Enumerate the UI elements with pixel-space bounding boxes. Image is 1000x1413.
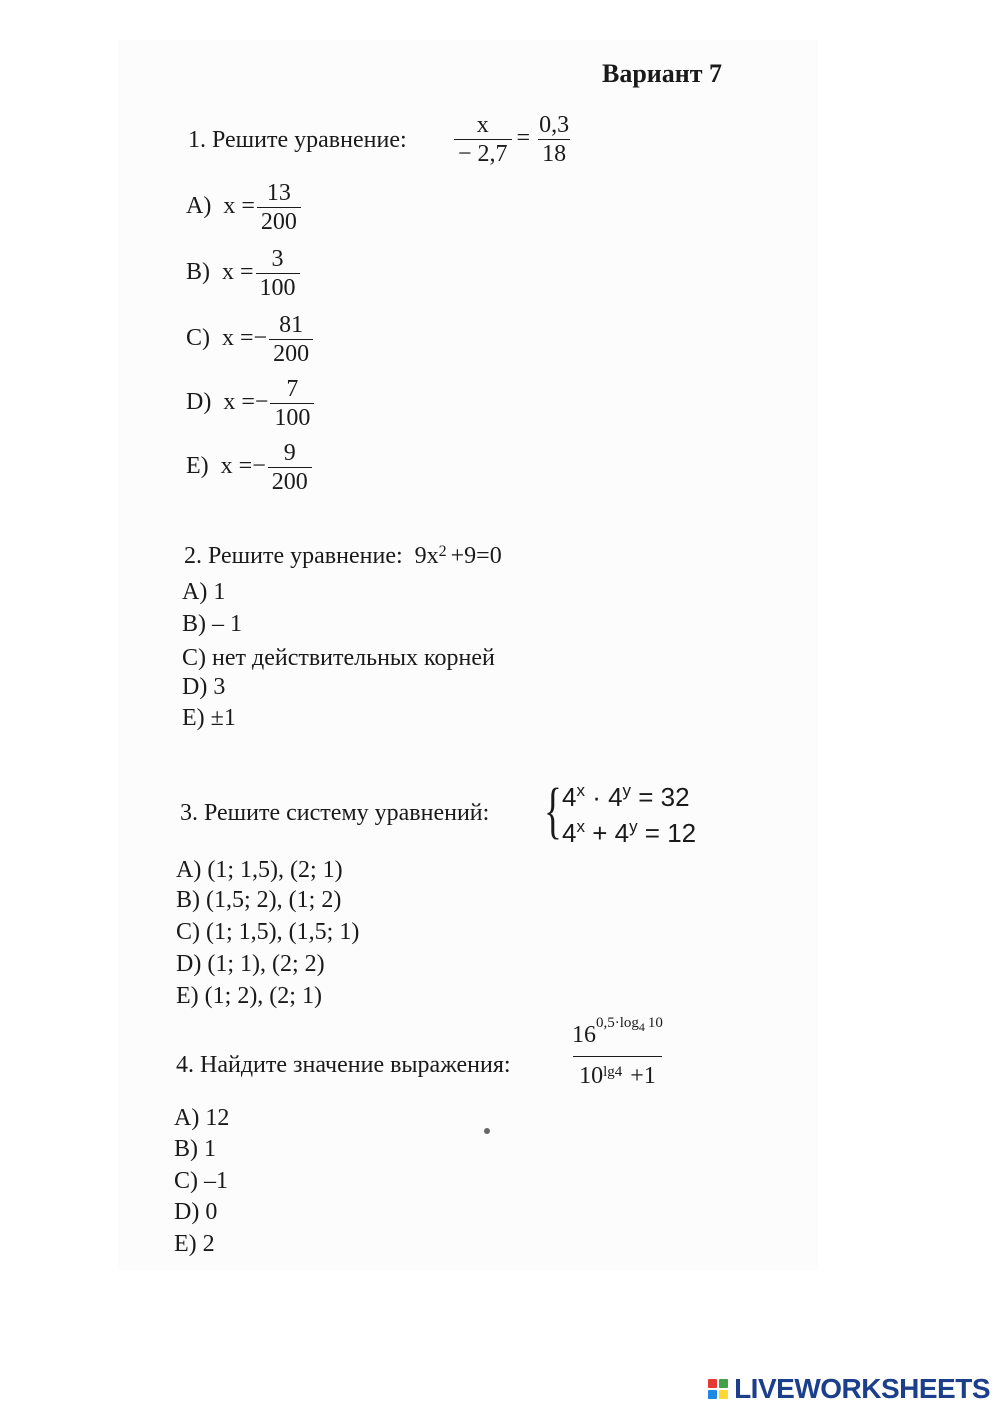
- base: 4: [562, 782, 577, 812]
- fraction-left: [454, 112, 512, 167]
- numerator: 13: [266, 180, 291, 206]
- denominator: 200: [269, 339, 313, 367]
- denominator-base: 10: [579, 1063, 604, 1089]
- numerator: 9: [283, 440, 296, 466]
- question-1-prompt: 1. Решите уравнение:: [188, 127, 407, 153]
- numerator: 3: [271, 246, 284, 272]
- numerator: 7: [286, 376, 299, 402]
- logo-square: [719, 1390, 728, 1399]
- answer-option[interactable]: A) (1; 1,5), (2; 1): [176, 857, 343, 883]
- numerator: 0,3: [539, 112, 570, 138]
- option-label: B): [186, 259, 210, 286]
- question-2-equation: [415, 543, 502, 569]
- option-fraction: [257, 180, 301, 235]
- option-label: D): [186, 389, 212, 416]
- expression-fraction: [568, 1015, 667, 1089]
- answer-option[interactable]: B) (1,5; 2), (1; 2): [176, 887, 342, 913]
- answer-option[interactable]: C) нет действительных корней: [182, 645, 495, 671]
- denominator: 100: [270, 403, 314, 431]
- rhs: = 32: [631, 782, 690, 812]
- answer-option[interactable]: [186, 376, 316, 431]
- exponent-text: 0,5·log: [596, 1015, 639, 1031]
- question-3-prompt: 3. Решите систему уравнений:: [180, 800, 490, 826]
- answer-option[interactable]: B) 1: [174, 1136, 216, 1162]
- numerator-exponent: [596, 1015, 663, 1034]
- option-lhs: x =: [223, 389, 255, 416]
- numerator: x: [476, 112, 489, 138]
- option-fraction: [256, 246, 300, 301]
- answer-option[interactable]: [186, 180, 303, 235]
- answer-option[interactable]: A) 12: [174, 1105, 230, 1131]
- numerator: 81: [279, 312, 304, 338]
- fraction-right: [535, 112, 573, 167]
- answer-option[interactable]: [186, 246, 302, 301]
- operator: + 4: [584, 818, 630, 848]
- answer-option[interactable]: E) ±1: [182, 705, 236, 731]
- exponent: x: [576, 781, 585, 800]
- liveworksheets-logo[interactable]: [708, 1373, 990, 1405]
- answer-option[interactable]: C) –1: [174, 1168, 228, 1194]
- answer-option[interactable]: B) – 1: [182, 611, 242, 637]
- exponent: y: [629, 817, 638, 836]
- expression-numerator: [568, 1015, 667, 1056]
- answer-option[interactable]: [186, 312, 315, 367]
- logo-square: [719, 1379, 728, 1388]
- answer-option[interactable]: A) 1: [182, 579, 226, 605]
- answer-option[interactable]: D) (1; 1), (2; 2): [176, 951, 325, 977]
- denominator: − 2,7: [454, 139, 512, 167]
- denominator: 100: [256, 273, 300, 301]
- exponent: x: [576, 817, 585, 836]
- question-4-prompt: 4. Найдите значение выражения:: [176, 1052, 511, 1078]
- rhs: = 12: [637, 818, 697, 848]
- option-lhs: x =: [223, 193, 255, 220]
- question-1-equation: [452, 112, 575, 167]
- option-lhs: x =: [220, 453, 253, 480]
- answer-option[interactable]: D) 0: [174, 1199, 218, 1225]
- option-lhs: x =: [222, 325, 254, 352]
- option-label: A): [186, 193, 212, 220]
- denominator-tail: +1: [630, 1063, 656, 1089]
- answer-option[interactable]: E) 2: [174, 1231, 215, 1257]
- scan-speck: [484, 1128, 490, 1134]
- denominator: 200: [268, 467, 312, 495]
- question-2-prompt: [184, 542, 502, 570]
- answer-option[interactable]: E) (1; 2), (2; 1): [176, 983, 322, 1009]
- option-sign: −: [252, 453, 266, 480]
- log-argument: 10: [647, 1015, 663, 1031]
- operator: · 4: [584, 782, 623, 812]
- base: 4: [562, 818, 577, 848]
- denominator-exponent: lg4: [603, 1064, 623, 1080]
- exponent: y: [622, 781, 632, 800]
- log-base: 4: [638, 1020, 645, 1034]
- term-rest: +9=0: [450, 543, 502, 569]
- option-sign: −: [253, 325, 268, 352]
- prompt-text: 2. Решите уравнение:: [184, 543, 403, 569]
- logo-square: [708, 1390, 717, 1399]
- logo-grid-icon: [708, 1379, 728, 1399]
- question-4-expression: [566, 1015, 669, 1089]
- term-base: 9x: [414, 543, 439, 569]
- denominator: 18: [538, 139, 570, 167]
- answer-option[interactable]: D) 3: [182, 674, 226, 700]
- expression-denominator: [573, 1056, 662, 1089]
- denominator: 200: [257, 207, 301, 235]
- exponent: 2: [438, 543, 447, 560]
- equals-sign: =: [516, 125, 531, 152]
- option-lhs: x =: [222, 259, 254, 286]
- option-fraction: [268, 440, 312, 495]
- system-equation-2: [562, 816, 696, 850]
- numerator-base: 16: [572, 1022, 596, 1048]
- option-fraction: [269, 312, 313, 367]
- option-label: E): [186, 453, 209, 480]
- option-sign: −: [254, 389, 269, 416]
- logo-square: [708, 1379, 717, 1388]
- logo-text: LIVEWORKSHEETS: [734, 1373, 990, 1404]
- option-label: C): [186, 325, 210, 352]
- answer-option[interactable]: [186, 440, 314, 495]
- option-fraction: [270, 376, 314, 431]
- system-equation-1: [562, 780, 690, 814]
- answer-option[interactable]: C) (1; 1,5), (1,5; 1): [176, 919, 360, 945]
- variant-title: Вариант 7: [602, 59, 723, 88]
- system-brace: {: [544, 777, 562, 845]
